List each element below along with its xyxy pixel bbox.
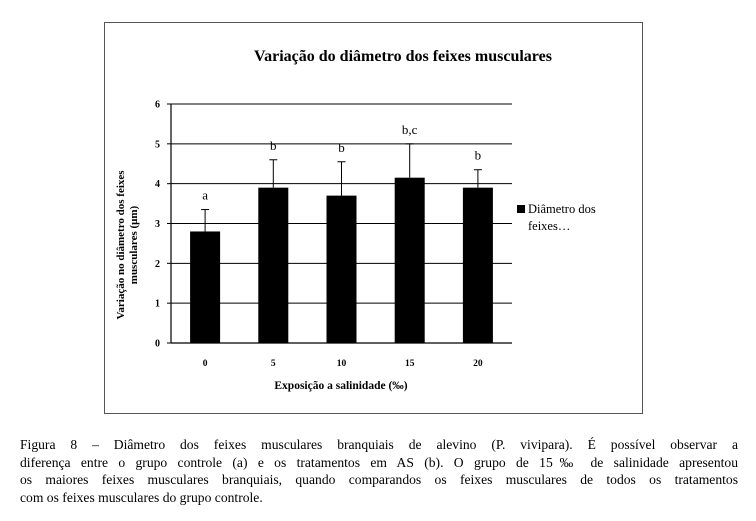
bar bbox=[327, 196, 357, 343]
x-tick-label: 20 bbox=[473, 359, 483, 369]
y-tick-label: 5 bbox=[155, 139, 160, 151]
figure-caption bbox=[20, 436, 738, 506]
bar bbox=[190, 231, 220, 343]
y-axis-title-line-2: musculares (μm) bbox=[128, 205, 140, 285]
caption-line: com os feixes musculares do grupo controle. bbox=[20, 489, 263, 505]
y-tick-label: 4 bbox=[155, 179, 160, 191]
x-axis-title: Exposição a salinidade (‰) bbox=[274, 380, 408, 392]
bar-chart bbox=[105, 23, 644, 415]
legend-swatch bbox=[517, 205, 525, 213]
x-tick-label: 10 bbox=[336, 359, 347, 369]
y-tick-labels bbox=[155, 100, 160, 350]
bars bbox=[190, 178, 493, 343]
figure-frame bbox=[104, 22, 643, 414]
x-tick-label: 0 bbox=[202, 359, 208, 369]
y-tick-label: 6 bbox=[155, 99, 160, 111]
legend-label-line-2: feixes… bbox=[528, 219, 571, 233]
significance-label: b,c bbox=[401, 121, 418, 137]
significance-label: a bbox=[202, 187, 208, 203]
chart-title: Variação do diâmetro dos feixes musculares bbox=[254, 48, 552, 65]
bar bbox=[395, 178, 425, 343]
x-tick-label: 15 bbox=[404, 359, 415, 369]
legend-label-line-1: Diâmetro dos bbox=[528, 202, 596, 216]
bar bbox=[463, 188, 493, 343]
legend bbox=[517, 202, 596, 233]
significance-label: b bbox=[270, 137, 277, 153]
caption-line: diferença entre o grupo controle (a) e os tratamentos em AS (b). O grupo de 15‰ de salinidade apresentou bbox=[20, 454, 738, 470]
y-tick-label: 2 bbox=[155, 258, 160, 270]
significance-label: b bbox=[474, 147, 482, 163]
caption-line: os maiores feixes musculares branquiais, quando comparandos os feixes musculares de todos os tratamentos bbox=[20, 472, 738, 487]
y-axis-title bbox=[115, 170, 140, 320]
x-tick-labels bbox=[203, 359, 483, 369]
bar bbox=[258, 188, 288, 343]
y-axis-title-line-1: Variação no diâmetro dos feixes bbox=[115, 170, 127, 320]
y-tick-label: 3 bbox=[155, 219, 160, 230]
x-tick-label: 5 bbox=[270, 359, 276, 369]
y-tick-label: 1 bbox=[155, 298, 160, 310]
significance-label: b bbox=[338, 139, 345, 155]
y-tick-label: 0 bbox=[155, 338, 160, 350]
caption-line: Figura 8 – Diâmetro dos feixes musculares branquiais de alevino (P. vivipara). É possível observar a bbox=[20, 437, 738, 452]
